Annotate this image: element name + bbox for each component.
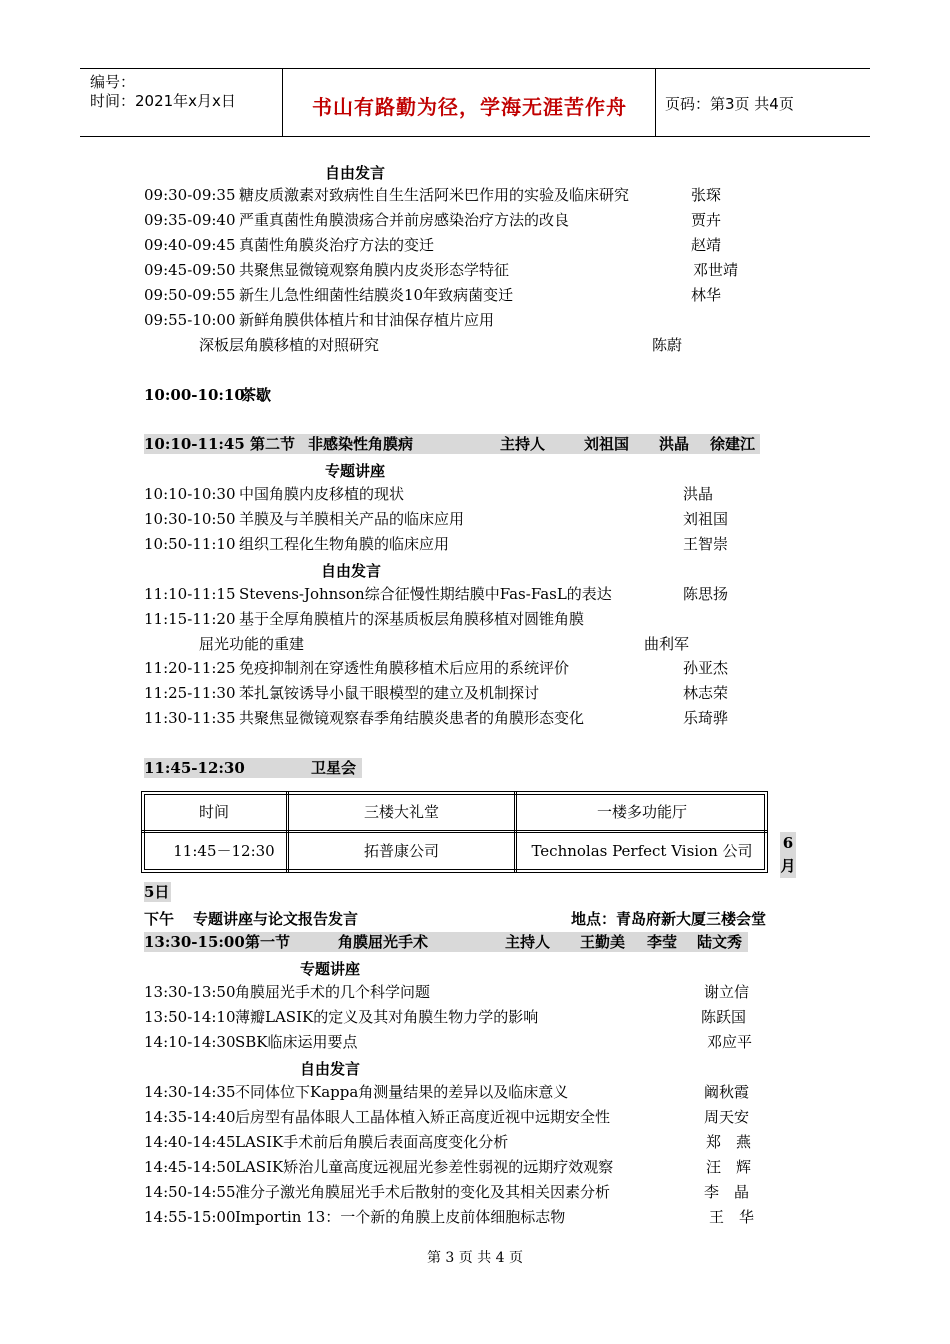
row-speaker: 孙亚杰: [683, 659, 729, 677]
row-time: 09:35-09:40: [144, 211, 236, 229]
subheading-free: 自由发言: [321, 562, 382, 580]
page-footer: 第 3 页 共 4 页: [426, 1250, 524, 1266]
row-time: 10:50-11:10: [144, 535, 236, 553]
chair-name: 洪晶: [659, 435, 690, 453]
chair-name: 徐建江: [710, 435, 756, 453]
afternoon-title: 专题讲座与论文报告发言: [193, 910, 359, 928]
row-title: Stevens-Johnson综合征慢性期结膜中Fas-FasL的表达: [239, 585, 612, 603]
header-meta: [90, 73, 236, 111]
agenda-row: [144, 1032, 774, 1052]
agenda-row: [144, 1132, 774, 1152]
row-title: Importin 13：一个新的角膜上皮前体细胞标志物: [235, 1208, 566, 1226]
section-topic: 非感染性角膜病: [308, 435, 414, 453]
row-title: 中国角膜内皮移植的现状: [239, 485, 405, 503]
row-speaker: 阚秋霞: [704, 1083, 750, 1101]
row-speaker: 刘祖国: [683, 510, 729, 528]
subheading-free: 自由发言: [325, 164, 386, 182]
row-time: 09:55-10:00: [144, 311, 236, 329]
row-title: 薄瓣LASIK的定义及其对角膜生物力学的影响: [235, 1008, 539, 1026]
row-time: 11:20-11:25: [144, 659, 236, 677]
row-title: 真菌性角膜炎治疗方法的变迁: [239, 236, 435, 254]
row-time: 14:10-14:30: [144, 1033, 236, 1051]
row-title: 角膜屈光手术的几个科学问题: [235, 983, 431, 1001]
row-time: 11:15-11:20: [144, 610, 236, 628]
row-time: 09:30-09:35: [144, 186, 236, 204]
row-time: 10:30-10:50: [144, 510, 236, 528]
row-title: SBK临床运用要点: [235, 1033, 358, 1051]
row-title: 免疫抑制剂在穿透性角膜移植术后应用的系统评价: [239, 659, 570, 677]
row-title: 深板层角膜移植的对照研究: [199, 336, 380, 354]
agenda-row: [144, 310, 764, 330]
table-header-cell: 一楼多功能厅: [596, 803, 687, 821]
row-speaker: 林志荣: [683, 684, 729, 702]
row-speaker: 汪 辉: [706, 1158, 752, 1176]
tea-break: [144, 385, 444, 405]
agenda-row: [144, 1007, 774, 1027]
row-title: 后房型有晶体眼人工晶体植入矫正高度近视中远期安全性: [235, 1108, 611, 1126]
row-title: 组织工程化生物角膜的临床应用: [239, 535, 450, 553]
row-title: 糖皮质激素对致病性自生生活阿米巴作用的实验及临床研究: [239, 186, 630, 204]
subheading-lecture: 专题讲座: [325, 462, 386, 480]
agenda-row: [144, 509, 764, 529]
date-label: 时间：2021年x月x日: [90, 92, 236, 110]
header-page-info: 页码：第3页 共4页: [665, 95, 794, 113]
agenda-row: [144, 982, 774, 1002]
agenda-row: [144, 1207, 774, 1227]
section-topic: 角膜屈光手术: [338, 933, 429, 951]
row-speaker: 王 华: [709, 1208, 755, 1226]
agenda-row: [144, 658, 764, 678]
row-speaker: 曲利军: [644, 635, 690, 653]
table-header-cell: 时间: [198, 803, 229, 821]
row-speaker: 赵靖: [691, 236, 722, 254]
agenda-row: [144, 260, 764, 280]
row-title: 新生儿急性细菌性结膜炎10年致病菌变迁: [239, 286, 514, 304]
row-title: 基于全厚角膜植片的深基质板层角膜移植对圆锥角膜: [239, 610, 585, 628]
row-title: 不同体位下Kappa角测量结果的差异以及临床意义: [235, 1083, 569, 1101]
agenda-row: [144, 584, 764, 604]
row-time: 09:45-09:50: [144, 261, 236, 279]
agenda-row: [144, 609, 764, 629]
row-speaker: 李 晶: [704, 1183, 750, 1201]
agenda-row: [144, 285, 764, 305]
code-label: 编号：: [90, 73, 136, 91]
section-header: [144, 932, 748, 952]
row-title: LASIK矫治儿童高度远视屈光参差性弱视的远期疗效观察: [235, 1158, 614, 1176]
row-time: 10:10-10:30: [144, 485, 236, 503]
chair-label: 主持人: [505, 933, 551, 951]
row-time: 09:50-09:55: [144, 286, 236, 304]
row-time: 11:10-11:15: [144, 585, 236, 603]
agenda-row: [144, 235, 764, 255]
row-time: 11:30-11:35: [144, 709, 236, 727]
row-speaker: 陈思扬: [683, 585, 729, 603]
row-speaker: 林华: [691, 286, 722, 304]
row-time: 09:40-09:45: [144, 236, 236, 254]
tea-label: 茶歇: [241, 386, 272, 404]
afternoon-header: [144, 909, 794, 929]
agenda-row: [144, 1082, 774, 1102]
row-time: 13:30-13:50: [144, 983, 236, 1001]
row-title: 新鲜角膜供体植片和甘油保存植片应用: [239, 311, 495, 329]
row-time: 14:45-14:50: [144, 1158, 236, 1176]
chair-label: 主持人: [500, 435, 546, 453]
row-title: 羊膜及与羊膜相关产品的临床应用: [239, 510, 465, 528]
row-title: LASIK手术前后角膜后表面高度变化分析: [235, 1133, 509, 1151]
agenda-row: [144, 534, 764, 554]
row-time: 14:30-14:35: [144, 1083, 236, 1101]
row-title: 严重真菌性角膜溃疡合并前房感染治疗方法的改良: [239, 211, 570, 229]
row-title: 共聚焦显微镜观察角膜内皮炎形态学特征: [239, 261, 510, 279]
row-time: 14:55-15:00: [144, 1208, 236, 1226]
row-speaker: 谢立信: [704, 983, 750, 1001]
date-fragment: [780, 832, 796, 878]
row-time: 11:25-11:30: [144, 684, 236, 702]
row-speaker: 陈蔚: [652, 336, 683, 354]
chair-name: 李莹: [647, 933, 678, 951]
header-motto: 书山有路勤为径，学海无涯苦作舟: [312, 95, 627, 119]
row-speaker: 贾卉: [691, 211, 722, 229]
header-divider: [655, 69, 656, 136]
row-speaker: 陈跃国: [701, 1008, 747, 1026]
chair-name: 刘祖国: [584, 435, 630, 453]
subheading-lecture: 专题讲座: [300, 960, 361, 978]
chair-name: 陆文秀: [697, 933, 743, 951]
row-speaker: 洪晶: [683, 485, 714, 503]
satellite-label: 卫星会: [311, 759, 357, 777]
row-title: 共聚焦显微镜观察春季角结膜炎患者的角膜形态变化: [239, 709, 585, 727]
section-time: 10:10-11:45 第二节: [144, 435, 296, 453]
agenda-row: [144, 1157, 774, 1177]
afternoon-location: 地点：青岛府新大厦三楼会堂: [571, 910, 767, 928]
table-header-cell: 三楼大礼堂: [363, 803, 439, 821]
afternoon-label: 下午: [144, 910, 175, 928]
date-month-char: 月: [780, 857, 796, 875]
row-speaker: 乐琦骅: [683, 709, 729, 727]
section-part: 第一节: [245, 933, 291, 951]
row-time: 14:50-14:55: [144, 1183, 236, 1201]
row-title: 准分子激光角膜屈光手术后散射的变化及其相关因素分析: [235, 1183, 611, 1201]
table-cell: 11:45－12:30: [173, 842, 275, 860]
row-title: 屈光功能的重建: [199, 635, 305, 653]
table-cell: Technolas Perfect Vision 公司: [531, 842, 753, 860]
row-speaker: 周天安: [704, 1108, 750, 1126]
satellite-header: [144, 758, 362, 778]
subheading-free: 自由发言: [300, 1060, 361, 1078]
section-header: [144, 434, 760, 454]
row-title: 苯扎氯铵诱导小鼠干眼模型的建立及机制探讨: [239, 684, 540, 702]
agenda-row-continuation: [199, 335, 759, 355]
agenda-row: [144, 1107, 774, 1127]
agenda-row: [144, 484, 764, 504]
row-speaker: 王智崇: [683, 535, 729, 553]
row-speaker: 邓世靖: [693, 261, 739, 279]
chair-name: 王勤美: [580, 933, 626, 951]
row-time: 14:40-14:45: [144, 1133, 236, 1151]
agenda-row: [144, 1182, 774, 1202]
date-month-number: 6: [782, 834, 794, 852]
satellite-time: 11:45-12:30: [144, 759, 245, 777]
row-time: 14:35-14:40: [144, 1108, 236, 1126]
agenda-row: [144, 683, 764, 703]
agenda-row-continuation: [199, 634, 759, 654]
agenda-row: [144, 210, 764, 230]
row-time: 13:50-14:10: [144, 1008, 236, 1026]
page-header: [80, 68, 870, 137]
row-speaker: 邓应平: [707, 1033, 753, 1051]
section-time: 13:30-15:00: [144, 933, 245, 951]
row-speaker: 张琛: [691, 186, 722, 204]
tea-time: 10:00-10:10: [144, 386, 245, 404]
date-day: 5日: [144, 883, 170, 901]
table-cell: 拓普康公司: [363, 842, 439, 860]
agenda-row: [144, 185, 764, 205]
satellite-table: [141, 791, 768, 873]
row-speaker: 郑 燕: [706, 1133, 752, 1151]
agenda-row: [144, 708, 764, 728]
